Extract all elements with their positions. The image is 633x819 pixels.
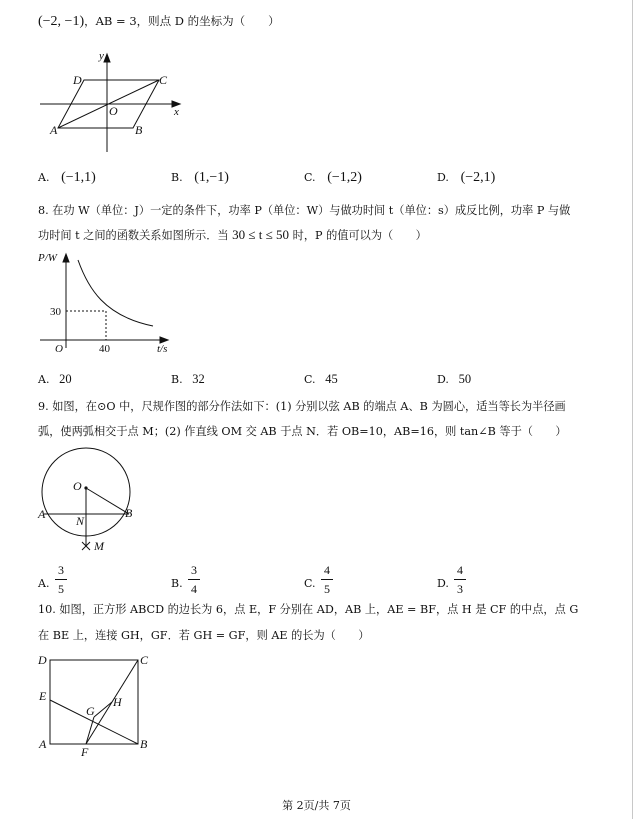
q7-label-d: D bbox=[73, 73, 82, 87]
q8-option-a-value: 20 bbox=[59, 372, 72, 386]
q7-label-c: C bbox=[159, 73, 168, 87]
q8-label-ytick: 30 bbox=[50, 306, 61, 318]
q8-stem-range: 30 ≤ t ≤ 50 bbox=[232, 227, 290, 242]
q9-option-d-num: 4 bbox=[457, 563, 463, 577]
q7-option-d-letter: D. bbox=[437, 171, 449, 184]
q8-option-b-value: 32 bbox=[192, 372, 205, 386]
q10-label-c: C bbox=[140, 653, 149, 667]
q7-option-a-value: (−1,1) bbox=[61, 170, 96, 185]
q8-option-b[interactable] bbox=[171, 372, 205, 387]
q9-option-a-num: 3 bbox=[58, 563, 64, 577]
q8-option-a-letter: A. bbox=[38, 373, 50, 386]
q7-option-b-letter: B. bbox=[171, 171, 183, 184]
page-number: 第 2页/共 7页 bbox=[282, 799, 351, 812]
q9-option-b-fraction[interactable] bbox=[187, 564, 201, 595]
q8-stem-line2-a: 功时间 t 之间的函数关系如图所示．当 bbox=[38, 229, 229, 242]
q8-option-d-letter: D. bbox=[437, 373, 449, 386]
q10-stem-line2: 在 BE 上，连接 GH，GF．若 GH = GF，则 AE 的长为（ ） bbox=[38, 629, 370, 642]
q9-option-b-bar bbox=[188, 579, 200, 580]
q9-option-c[interactable] bbox=[304, 576, 316, 590]
q7-option-c-letter: C. bbox=[304, 171, 316, 184]
q9-option-d-fraction[interactable] bbox=[453, 564, 467, 595]
q10-label-f: F bbox=[81, 745, 89, 759]
q10-line-gh bbox=[94, 702, 112, 717]
q9-option-d-letter: D. bbox=[437, 577, 449, 590]
q9-label-n: N bbox=[76, 514, 85, 528]
q8-option-c[interactable] bbox=[304, 372, 338, 387]
q10-label-b: B bbox=[140, 737, 148, 751]
q8-option-d[interactable] bbox=[437, 372, 471, 387]
q7-stem-condition: ，AB = 3，则点 D 的坐标为（ ） bbox=[84, 14, 280, 28]
q9-option-a-den: 5 bbox=[58, 582, 64, 596]
q9-option-b-num: 3 bbox=[191, 563, 197, 577]
q7-option-a[interactable] bbox=[38, 170, 96, 186]
q8-label-xlabel: t/s bbox=[157, 343, 168, 355]
q8-stem-line1: 8. 在功 W（单位：J）一定的条件下，功率 P（单位：W）与做功时间 t（单位：s）成反比例，功率 P 与做 bbox=[38, 204, 571, 217]
q10-label-g: G bbox=[86, 704, 95, 718]
q10-figure bbox=[36, 648, 158, 760]
q10-label-d: D bbox=[38, 653, 47, 667]
q9-option-a-letter: A. bbox=[38, 577, 50, 590]
q7-option-c[interactable] bbox=[304, 170, 362, 186]
q7-option-b[interactable] bbox=[171, 170, 229, 186]
q9-option-c-letter: C. bbox=[304, 577, 316, 590]
q8-option-a[interactable] bbox=[38, 372, 72, 387]
q9-option-a-bar bbox=[55, 579, 67, 580]
q8-option-c-letter: C. bbox=[304, 373, 316, 386]
q9-label-m: M bbox=[94, 539, 104, 553]
q10-stem-line1: 10. 如图，正方形 ABCD 的边长为 6，点 E，F 分别在 AD，AB 上，AE = BF，点 H 是 CF 的中点，点 G bbox=[38, 603, 579, 616]
q10-label-a: A bbox=[39, 737, 47, 751]
q8-curve bbox=[78, 260, 153, 326]
q8-option-d-value: 50 bbox=[458, 372, 472, 386]
q8-option-c-value: 45 bbox=[325, 372, 338, 386]
q7-option-d-value: (−2,1) bbox=[460, 170, 496, 185]
q9-option-a[interactable] bbox=[38, 576, 49, 590]
q9-stem-line1: 9. 如图，在⊙O 中，尺规作图的部分作法如下：(1) 分别以弦 AB 的端点 A、B 为圆心，适当等长为半径画 bbox=[38, 400, 566, 413]
q8-option-b-letter: B. bbox=[171, 373, 183, 386]
q10-label-h: H bbox=[113, 695, 122, 709]
q9-option-a-fraction[interactable] bbox=[54, 564, 68, 595]
q9-option-c-bar bbox=[321, 579, 333, 580]
q10-line-gf bbox=[86, 717, 94, 744]
q8-y-arrow-icon bbox=[63, 254, 69, 262]
q7-option-b-value: (1,−1) bbox=[194, 170, 229, 185]
q9-option-d[interactable] bbox=[437, 576, 449, 590]
q8-stem-line2 bbox=[38, 227, 427, 243]
q7-option-c-value: (−1,2) bbox=[327, 170, 362, 185]
q8-figure bbox=[36, 248, 176, 358]
q7-label-b: B bbox=[135, 123, 143, 137]
q7-stem-point: (−2, −1) bbox=[38, 14, 85, 29]
q9-label-o: O bbox=[73, 479, 82, 493]
q9-option-c-den: 5 bbox=[324, 582, 330, 596]
q9-option-c-num: 4 bbox=[324, 563, 330, 577]
q9-center-dot bbox=[84, 486, 87, 489]
q9-option-b-letter: B. bbox=[171, 577, 183, 590]
q7-figure bbox=[36, 48, 188, 156]
q7-label-a: A bbox=[50, 123, 58, 137]
q8-label-origin: O bbox=[55, 343, 63, 355]
q7-stem-tail bbox=[38, 13, 280, 30]
q7-option-a-letter: A. bbox=[38, 171, 50, 184]
q9-option-d-bar bbox=[454, 579, 466, 580]
q9-radius-ob bbox=[86, 488, 129, 514]
q8-stem-line2-b: 时，P 的值可以为（ ） bbox=[292, 229, 427, 242]
q9-figure bbox=[36, 446, 140, 558]
q9-option-b-den: 4 bbox=[191, 582, 197, 596]
q9-option-d-den: 3 bbox=[457, 582, 463, 596]
q9-label-b: B bbox=[125, 506, 133, 520]
q7-label-x: x bbox=[174, 106, 179, 118]
q8-label-ylabel: P/W bbox=[38, 252, 57, 264]
q9-option-c-fraction[interactable] bbox=[320, 564, 334, 595]
q9-option-b[interactable] bbox=[171, 576, 183, 590]
q7-label-y: y bbox=[99, 50, 104, 62]
q8-label-xtick: 40 bbox=[99, 343, 110, 355]
q7-option-d[interactable] bbox=[437, 170, 495, 186]
q7-label-o: O bbox=[109, 104, 118, 118]
q9-label-a: A bbox=[38, 507, 46, 521]
q10-label-e: E bbox=[39, 689, 47, 703]
q7-y-arrow-icon bbox=[104, 54, 110, 62]
q9-stem-line2: 弧，使两弧相交于点 M；(2) 作直线 OM 交 AB 于点 N．若 OB=10，AB=16，则 tan∠B 等于（ ） bbox=[38, 425, 567, 438]
